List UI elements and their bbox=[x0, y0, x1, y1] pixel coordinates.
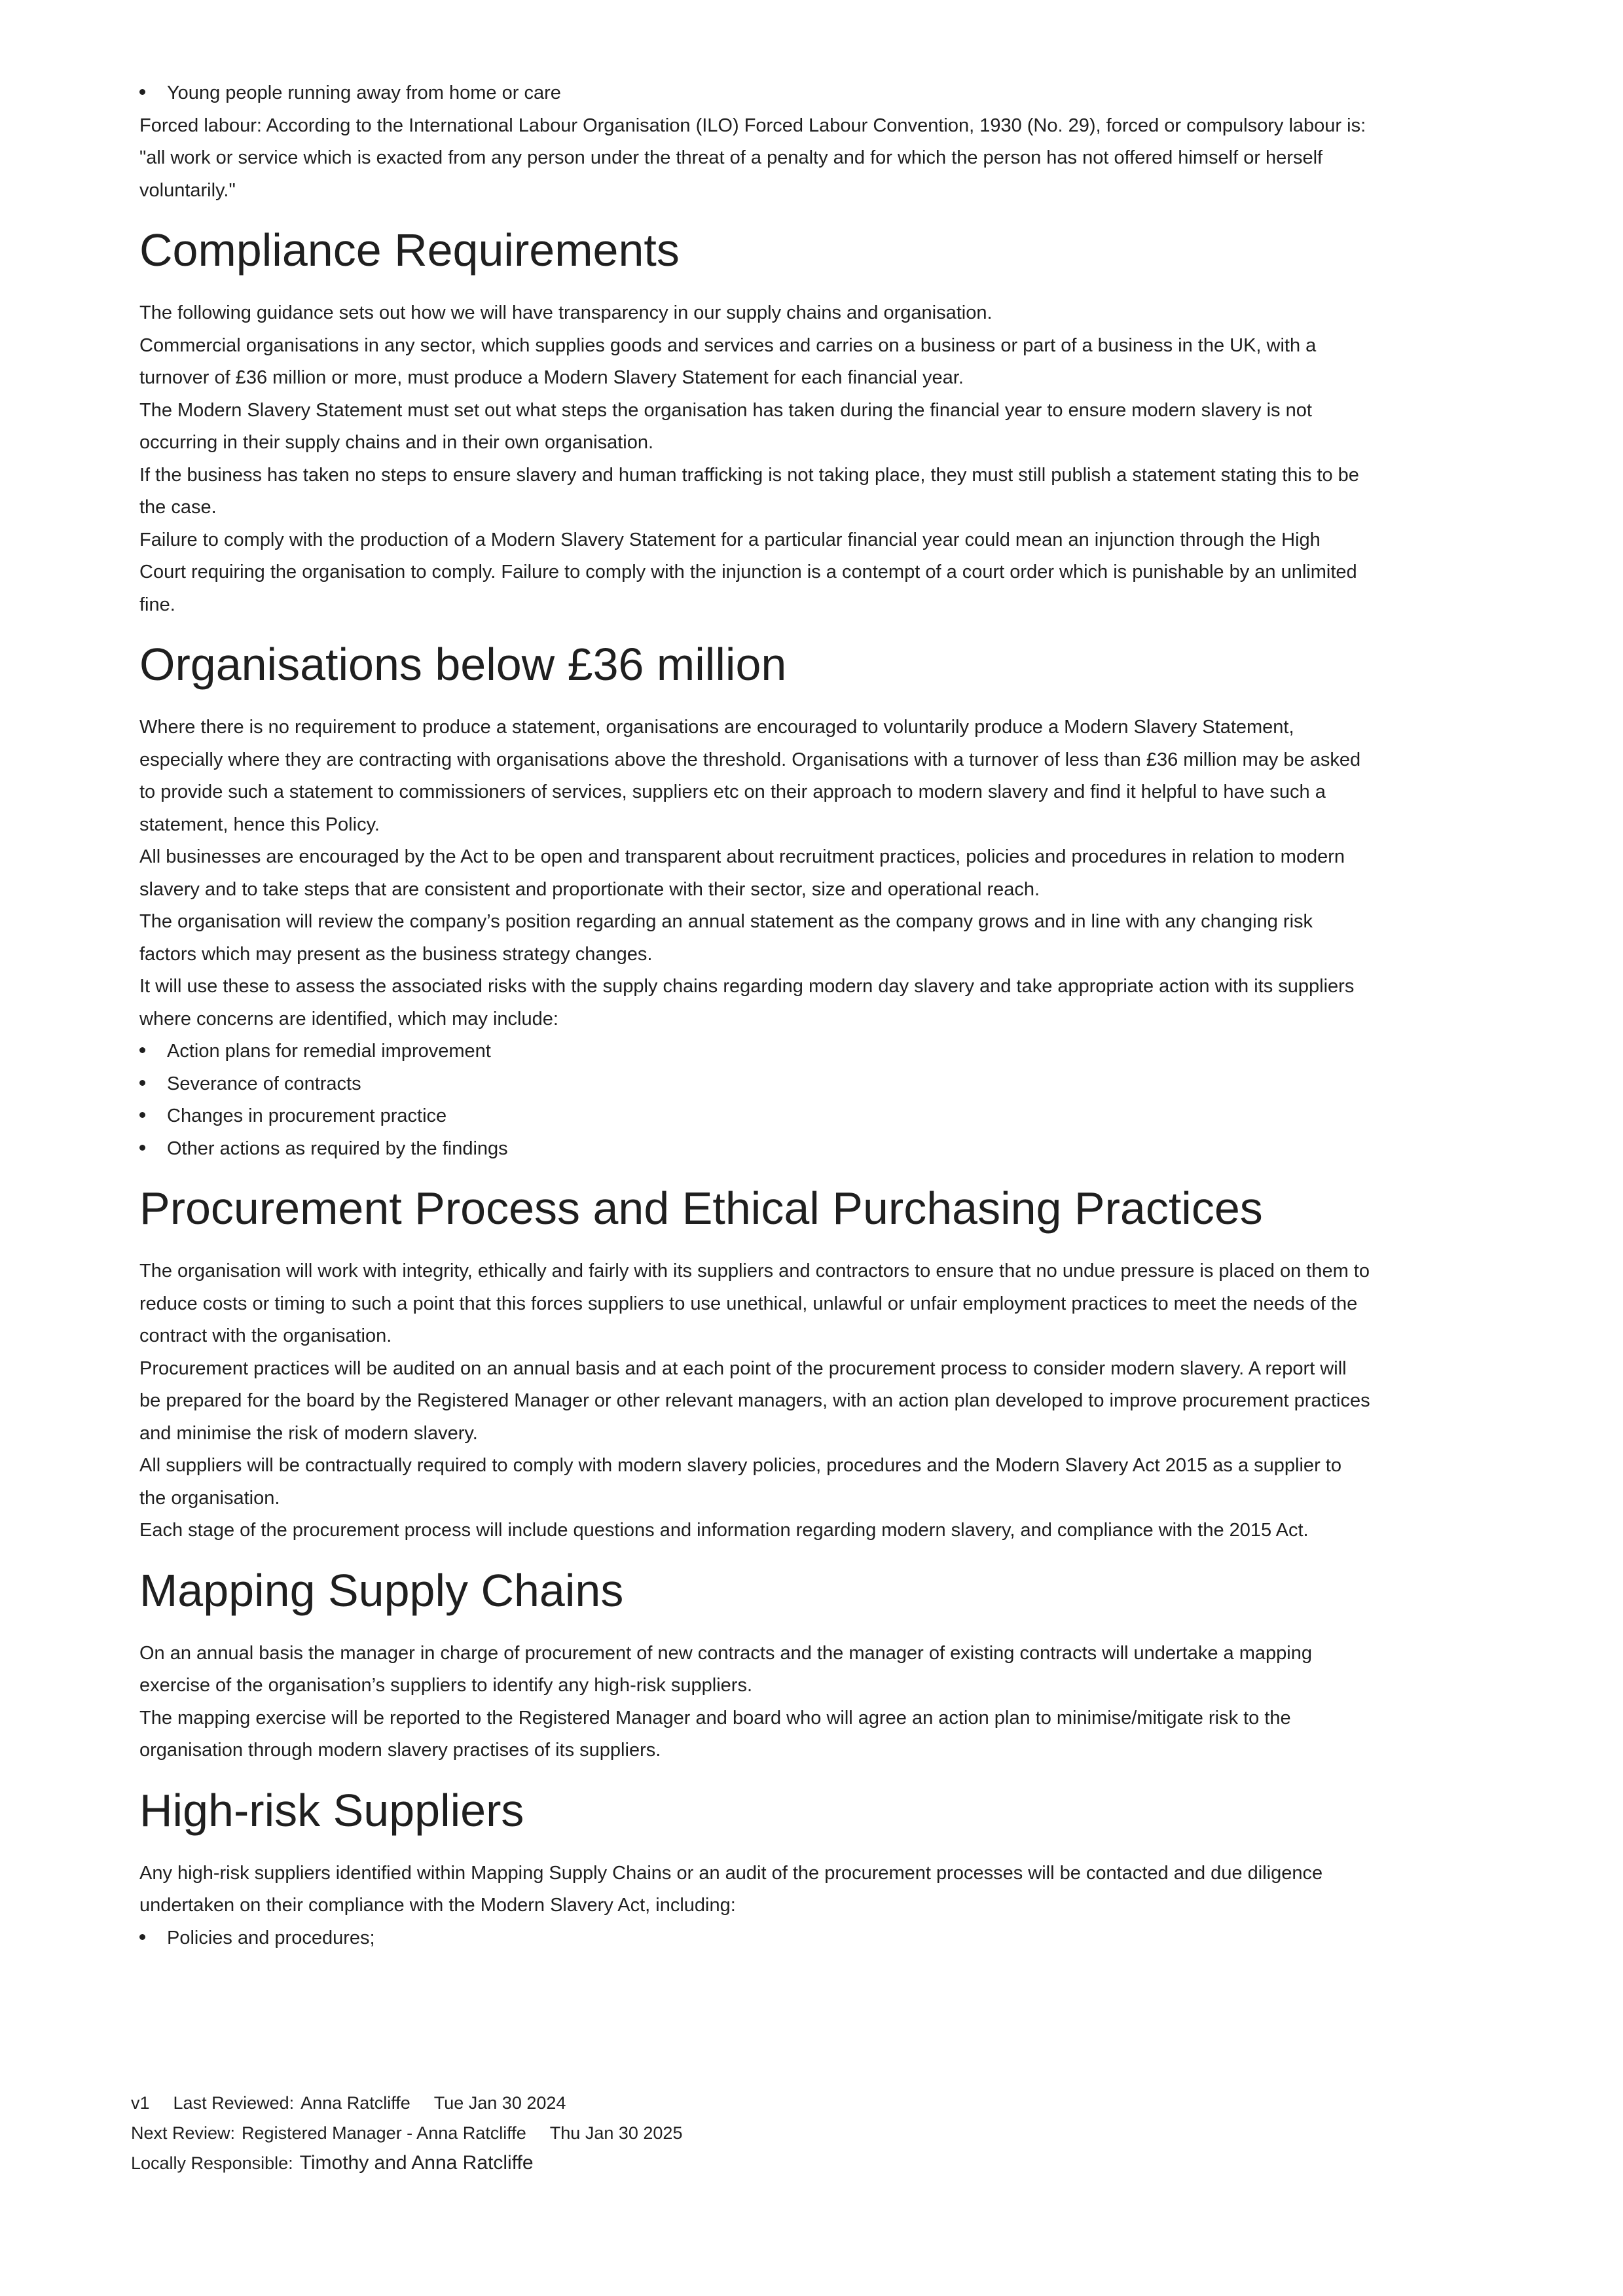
footer-last-reviewed-row bbox=[131, 2088, 682, 2118]
paragraph: Forced labour: According to the International Labour Organisation (ILO) Forced Labour Convention, 1930 (No. 29), forced or compulsory labour is: "all work or service which is exacted from any person under the threat of a penalty and for which the person has not offered himself or herself voluntarily." bbox=[139, 115, 1366, 201]
paragraph: Procurement practices will be audited on an annual basis and at each point of the procurement process to consider modern slavery. A report will be prepared for the board by the Registered Manager or other relevant managers, with an action plan developed to improve procurement practices and minimise the risk of modern slavery. bbox=[139, 1357, 1370, 1444]
bullet-icon bbox=[139, 1100, 167, 1133]
bullet-text: Other actions as required by the findings bbox=[167, 1138, 508, 1159]
bullet-text: Young people running away from home or care bbox=[167, 82, 561, 103]
bullet-text: Changes in procurement practice bbox=[167, 1105, 447, 1126]
next-review-label: Next Review: bbox=[131, 2123, 236, 2143]
list-item bbox=[139, 1100, 1370, 1133]
paragraph: If the business has taken no steps to ensure slavery and human trafficking is not taking place, they must still publish a statement stating this to be the case. bbox=[139, 464, 1359, 518]
responsible-value: Timothy and Anna Ratcliffe bbox=[299, 2152, 534, 2174]
bullet-text: Action plans for remedial improvement bbox=[167, 1041, 491, 1062]
paragraph: All suppliers will be contractually required to comply with modern slavery policies, procedures and the Modern Slavery Act 2015 as a supplier to the organisation. bbox=[139, 1455, 1341, 1509]
footer-responsible-row bbox=[131, 2148, 682, 2178]
next-review-date: Thu Jan 30 2025 bbox=[549, 2123, 683, 2143]
section-heading: High-risk Suppliers bbox=[139, 1784, 524, 1836]
bullet-list bbox=[139, 1035, 1370, 1165]
list-item bbox=[139, 1035, 1370, 1068]
section-heading: Compliance Requirements bbox=[139, 224, 680, 276]
section-heading: Organisations below £36 million bbox=[139, 639, 787, 690]
paragraph: Each stage of the procurement process will include questions and information regarding modern slavery, and compliance with the 2015 Act. bbox=[139, 1520, 1309, 1541]
last-reviewed-label: Last Reviewed: bbox=[173, 2093, 295, 2113]
bullet-icon bbox=[139, 1133, 167, 1166]
paragraph: On an annual basis the manager in charge of procurement of new contracts and the manager of existing contracts will undertake a mapping exercise of the organisation’s suppliers to identify any high-risk suppliers. bbox=[139, 1642, 1312, 1696]
paragraph: The organisation will review the company’s position regarding an annual statement as the company grows and in line with any changing risk factors which may present as the business strategy changes. bbox=[139, 911, 1313, 965]
last-reviewed-by: Anna Ratcliffe bbox=[301, 2093, 410, 2113]
paragraph: The organisation will work with integrity, ethically and fairly with its suppliers and contractors to ensure that no undue pressure is placed on them to reduce costs or timing to such a point that this forces suppliers to use unethical, unlawful or unfair employment practices to meet the needs of the contract with the organisation. bbox=[139, 1261, 1370, 1346]
bullet-icon bbox=[139, 1068, 167, 1101]
section-heading: Procurement Process and Ethical Purchasing Practices bbox=[139, 1183, 1263, 1234]
intro-bullet-list bbox=[139, 77, 1370, 110]
list-item bbox=[139, 1133, 1370, 1166]
bullet-icon bbox=[139, 1035, 167, 1068]
paragraph: Any high-risk suppliers identified within Mapping Supply Chains or an audit of the procurement processes will be contacted and due diligence undertaken on their compliance with the Modern Slavery Act, including: bbox=[139, 1862, 1323, 1916]
bullet-text: Policies and procedures; bbox=[167, 1927, 375, 1948]
paragraph: The Modern Slavery Statement must set out what steps the organisation has taken during the financial year to ensure modern slavery is not occurring in their supply chains and in their own organisation. bbox=[139, 399, 1312, 453]
paragraph: The following guidance sets out how we will have transparency in our supply chains and organisation. bbox=[139, 302, 993, 323]
paragraph: It will use these to assess the associated risks with the supply chains regarding modern day slavery and take appropriate action with its suppliers where concerns are identified, which may include: bbox=[139, 976, 1355, 1030]
footer-next-review-row bbox=[131, 2118, 682, 2148]
next-review-by: Registered Manager - Anna Ratcliffe bbox=[242, 2123, 526, 2143]
list-item bbox=[139, 1068, 1370, 1101]
last-reviewed-date: Tue Jan 30 2024 bbox=[433, 2093, 566, 2113]
paragraph: All businesses are encouraged by the Act to be open and transparent about recruitment practices, policies and procedures in relation to modern slavery and to take steps that are consistent and proportionate with their sector, size and operational reach. bbox=[139, 846, 1345, 900]
paragraph: Failure to comply with the production of a Modern Slavery Statement for a particular financial year could mean an injunction through the High Court requiring the organisation to comply. Failure to comply with the injunction is a contempt of a court order which is punishable by an unlimited fine. bbox=[139, 529, 1357, 615]
document-footer bbox=[131, 2088, 682, 2178]
list-item bbox=[139, 77, 1370, 110]
list-item bbox=[139, 1922, 1370, 1955]
bullet-icon bbox=[139, 77, 167, 110]
paragraph: Commercial organisations in any sector, which supplies goods and services and carries on a business or part of a business in the UK, with a turnover of £36 million or more, must produce a Modern Slavery Statement for each financial year. bbox=[139, 334, 1317, 388]
bullet-icon bbox=[139, 1922, 167, 1955]
paragraph: The mapping exercise will be reported to the Registered Manager and board who will agree an action plan to minimise/mitigate risk to the organisation through modern slavery practises of its suppliers. bbox=[139, 1707, 1291, 1761]
section-heading: Mapping Supply Chains bbox=[139, 1564, 624, 1616]
document-body bbox=[139, 77, 1370, 1954]
bullet-text: Severance of contracts bbox=[167, 1073, 361, 1094]
bullet-list bbox=[139, 1922, 1370, 1955]
version-label: v1 bbox=[131, 2093, 150, 2113]
paragraph: Where there is no requirement to produce a statement, organisations are encouraged to voluntarily produce a Modern Slavery Statement, especially where they are contracting with organisations above the threshold. Organisations with a turnover of less than £36 million may be asked to provide such a statement to commissioners of services, suppliers etc on their approach to modern slavery and find it helpful to have such a statement, hence this Policy. bbox=[139, 717, 1361, 835]
responsible-label: Locally Responsible: bbox=[131, 2153, 293, 2173]
